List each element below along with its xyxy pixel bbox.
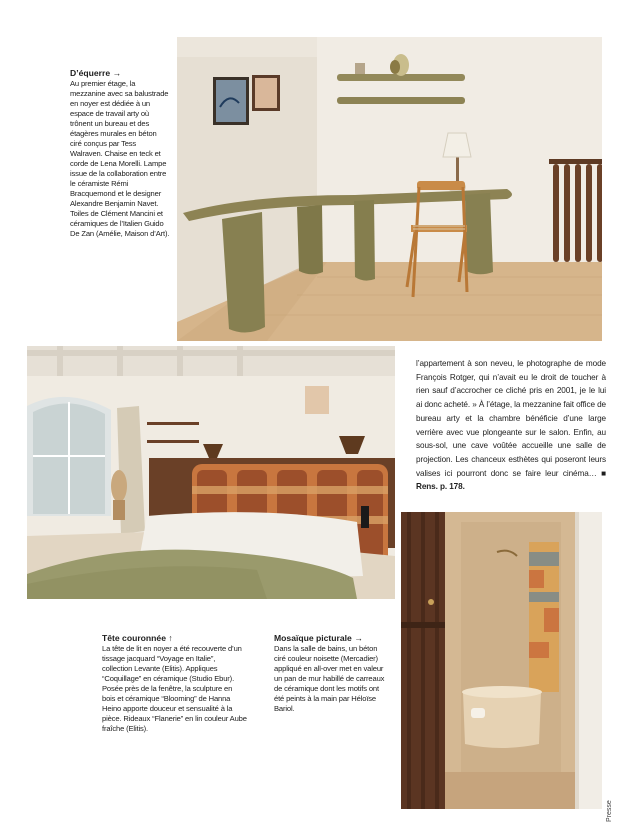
photo-bathroom-image xyxy=(401,512,602,809)
photo-bathroom xyxy=(401,512,602,809)
caption-tete-body: La tête de lit en noyer a été recouverte d’un tissage jacquard “Voyage en Italie”, collection Levante (Elitis). Appliques “Coquillage” en céramique (Studio Ebur). Posée près de la fenêtre, la sculpture en bois et céramique “Blooming” de Hanna Heino apporte douceur et sensualité à la pièce. Rideaux “Flanerie” en lin couleur Aube fraîche (Elitis). xyxy=(102,644,247,733)
photo-credit: Presse xyxy=(606,800,613,822)
article-rens: Rens. p. 178. xyxy=(416,482,465,492)
caption-mosaique xyxy=(274,632,388,714)
article-text xyxy=(416,357,606,494)
caption-mosaique-body: Dans la salle de bains, un béton ciré couleur noisette (Mercadier) appliqué en all-over met en valeur un pan de mur habillé de carreaux de céramique dont les motifs ont été peints à la main par Héloïse Bariol. xyxy=(274,644,385,713)
photo-bedroom xyxy=(27,346,395,599)
article-body: l’appartement à son neveu, le photographe de mode François Rotger, qui n’avait eu le droit de toucher à rien sauf d’accrocher ce cliché pris en 2001, je le lui ai donc acheté. » À l’étage, la mezzanine fait office de bureau arty et la chambre bénéficie d’une large verrière avec vue plongeante sur le salon. Enfin, au sous-sol, une cave voûtée accueille une salle de projection. Les chanceux esthètes qui poseront leurs valises ici pourront donc se faire leur cinéma… ■ xyxy=(416,359,606,478)
caption-equerre-title: D’équerre → xyxy=(70,68,122,78)
photo-mezzanine-office-image xyxy=(177,37,602,341)
caption-equerre xyxy=(70,67,170,239)
caption-tete xyxy=(102,632,247,734)
caption-equerre-body: Au premier étage, la mezzanine avec sa balustrade en noyer est dédiée à un espace de travail arty où trônent un bureau et des étagères murales en béton ciré conçus par Tess Walraven. Chaise en teck et corde de Lena Morelli. Lampe issue de la collaboration entre le céramiste Rémi Bracquemond et le designer Alexandre Benjamin Navet. Toiles de Clément Mancini et céramiques de l’Italien Guido De Zan (Amélie, Maison d’Art). xyxy=(70,79,170,238)
caption-tete-title: Tête couronnée ↑ xyxy=(102,633,173,643)
caption-mosaique-title: Mosaïque picturale → xyxy=(274,633,363,643)
photo-bedroom-image xyxy=(27,346,395,599)
photo-mezzanine-office xyxy=(177,37,602,341)
